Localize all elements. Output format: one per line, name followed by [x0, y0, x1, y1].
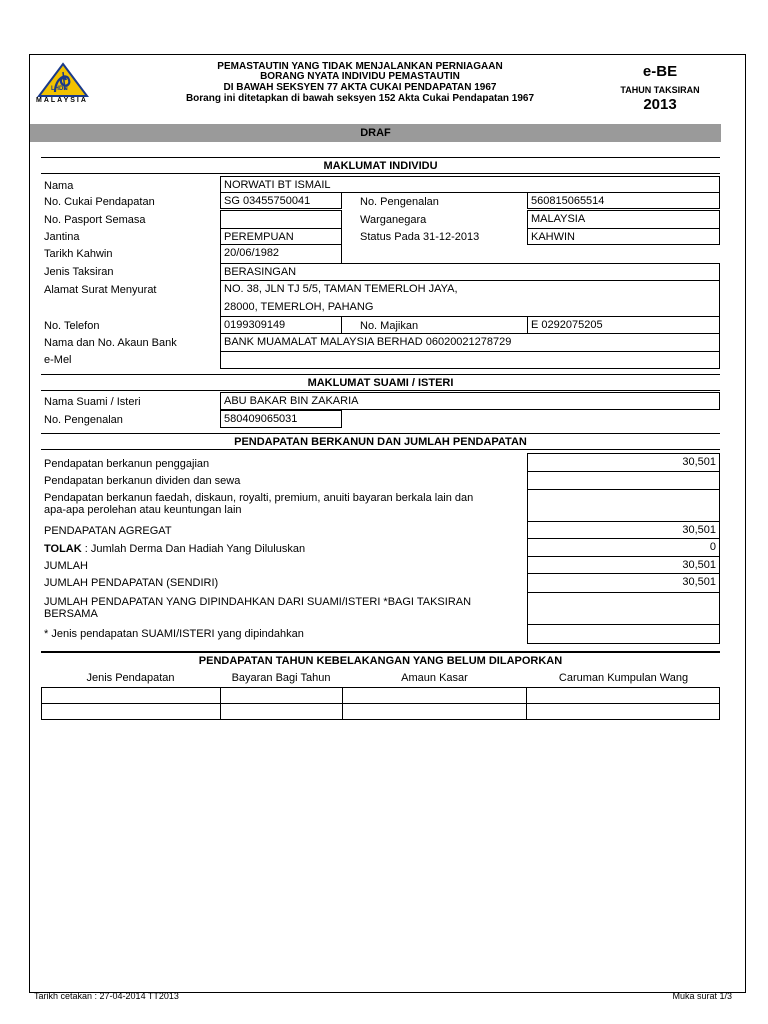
header-line-4: Borang ini ditetapkan di bawah seksyen 152 Akta Cukai Pendapatan 1967 [185, 93, 535, 104]
label-sendiri: JUMLAH PENDAPATAN (SENDIRI) [44, 577, 219, 589]
field-nama-suami: ABU BAKAR BIN ZAKARIA [220, 392, 720, 410]
footer-page-number: Muka surat 1/3 [672, 991, 732, 1001]
label-jantina: Jantina [44, 231, 80, 243]
value-jenis-dipindahkan [527, 624, 720, 644]
field-jantina: PEREMPUAN [220, 228, 342, 245]
table-cell [342, 688, 527, 704]
label-dipindahkan-2: BERSAMA [44, 608, 98, 620]
label-nama-suami: Nama Suami / Isteri [44, 396, 141, 408]
field-majikan: E 0292075205 [527, 316, 720, 334]
field-pasport [220, 210, 342, 229]
label-status: Status Pada 31-12-2013 [360, 231, 480, 243]
rule-suami [41, 374, 720, 375]
field-cukai: SG 03455750041 [220, 192, 342, 209]
column-header-tahun: Bayaran Bagi Tahun [231, 672, 331, 684]
field-nama: NORWATI BT ISMAIL [220, 176, 720, 193]
section-title-tunggakan: PENDAPATAN TAHUN KEBELAKANGAN YANG BELUM DILAPORKAN [198, 655, 563, 667]
value-gaji: 30,501 [527, 453, 720, 472]
table-row [42, 688, 720, 704]
value-sendiri: 30,501 [527, 573, 720, 593]
table-row [42, 704, 720, 720]
label-pengenalan-suami: No. Pengenalan [44, 414, 123, 426]
table-cell [42, 704, 221, 720]
label-emel: e-Mel [44, 354, 72, 366]
field-pengenalan-suami: 580409065031 [220, 410, 342, 428]
label-pengenalan: No. Pengenalan [360, 196, 439, 208]
table-cell [527, 688, 720, 704]
label-bank: Nama dan No. Akaun Bank [44, 337, 177, 349]
label-cukai: No. Cukai Pendapatan [44, 196, 155, 208]
label-alamat: Alamat Surat Menyurat [44, 284, 157, 296]
field-emel [220, 351, 720, 369]
rule-individu [41, 157, 720, 158]
label-telefon: No. Telefon [44, 320, 100, 332]
label-pasport: No. Pasport Semasa [44, 214, 146, 226]
label-tolak [44, 542, 305, 556]
field-tarikh-kahwin: 20/06/1982 [220, 244, 342, 264]
field-warganegara: MALAYSIA [527, 210, 720, 229]
field-bank: BANK MUAMALAT MALAYSIA BERHAD 06020021278729 [220, 333, 720, 352]
draft-banner [30, 124, 721, 142]
footer-print-date: Tarikh cetakan : 27-04-2014 TT2013 [34, 991, 179, 1001]
label-tolak-bold: TOLAK [44, 543, 82, 555]
logo-text-lhdn: LHDN [51, 86, 68, 92]
alamat-line-1: NO. 38, JLN TJ 5/5, TAMAN TEMERLOH JAYA, [224, 283, 458, 295]
table-cell [527, 704, 720, 720]
field-pengenalan: 560815065514 [527, 192, 720, 209]
rule-tunggakan [41, 651, 720, 653]
logo-text-malaysia: MALAYSIA [36, 97, 88, 104]
value-faedah [527, 489, 720, 522]
label-nama: Nama [44, 180, 74, 192]
value-dividen [527, 471, 720, 490]
form-code: e-BE [642, 63, 678, 80]
rule-suami-bottom [41, 390, 720, 391]
draft-label: DRAF [360, 127, 391, 139]
label-majikan: No. Majikan [360, 320, 419, 332]
value-agregat: 30,501 [527, 521, 720, 539]
table-cell [220, 688, 342, 704]
column-header-caruman: Caruman Kumpulan Wang [558, 672, 689, 684]
header-block [170, 62, 550, 108]
value-dipindahkan [527, 592, 720, 625]
column-header-jenis: Jenis Pendapatan [86, 672, 175, 684]
label-agregat: PENDAPATAN AGREGAT [44, 525, 172, 537]
alamat-line-2: 28000, TEMERLOH, PAHANG [224, 301, 374, 313]
table-cell [342, 704, 527, 720]
section-title-individu: MAKLUMAT INDIVIDU [323, 160, 438, 172]
label-tolak-text: : Jumlah Derma Dan Hadiah Yang Diluluskan [81, 543, 306, 555]
table-cell [42, 688, 221, 704]
label-warganegara: Warganegara [360, 214, 427, 226]
header-line-3: DI BAWAH SEKSYEN 77 AKTA CUKAI PENDAPATAN 1967 [223, 82, 497, 93]
year-label: TAHUN TAKSIRAN [620, 85, 700, 95]
field-jenis-taksiran: BERASINGAN [220, 263, 720, 281]
label-gaji: Pendapatan berkanun penggajian [44, 458, 210, 470]
tunggakan-table [41, 687, 720, 720]
value-tolak: 0 [527, 538, 720, 557]
label-jumlah: JUMLAH [44, 560, 89, 572]
label-tarikh-kahwin: Tarikh Kahwin [44, 248, 113, 260]
rule-pendapatan [41, 433, 720, 434]
label-faedah-1: Pendapatan berkanun faedah, diskaun, royalti, premium, anuiti bayaran berkala lain dan [44, 492, 474, 504]
header-line-2: BORANG NYATA INDIVIDU PEMASTAUTIN [260, 71, 460, 82]
label-dipindahkan-1: JUMLAH PENDAPATAN YANG DIPINDAHKAN DARI SUAMI/ISTERI *BAGI TAKSIRAN [44, 596, 472, 608]
column-header-amaun: Amaun Kasar [401, 672, 468, 684]
field-alamat [220, 280, 720, 317]
section-title-suami: MAKLUMAT SUAMI / ISTERI [307, 377, 454, 389]
label-dividen: Pendapatan berkanun dividen dan sewa [44, 475, 241, 487]
assessment-year: 2013 [643, 96, 677, 113]
label-jenis-taksiran: Jenis Taksiran [44, 266, 114, 278]
lhdn-logo [33, 62, 93, 106]
label-jenis-dipindahkan: * Jenis pendapatan SUAMI/ISTERI yang dipindahkan [44, 628, 304, 640]
table-cell [220, 704, 342, 720]
field-status: KAHWIN [527, 228, 720, 245]
rule-pendapatan-bottom [41, 449, 720, 450]
rule-individu-bottom [41, 173, 720, 174]
section-title-pendapatan: PENDAPATAN BERKANUN DAN JUMLAH PENDAPATAN [234, 436, 527, 448]
label-faedah-2: apa-apa perolehan atau keuntungan lain [44, 504, 242, 516]
field-telefon: 0199309149 [220, 316, 342, 334]
header-line-1: PEMASTAUTIN YANG TIDAK MENJALANKAN PERNIAGAAN [217, 61, 503, 72]
value-jumlah: 30,501 [527, 556, 720, 574]
